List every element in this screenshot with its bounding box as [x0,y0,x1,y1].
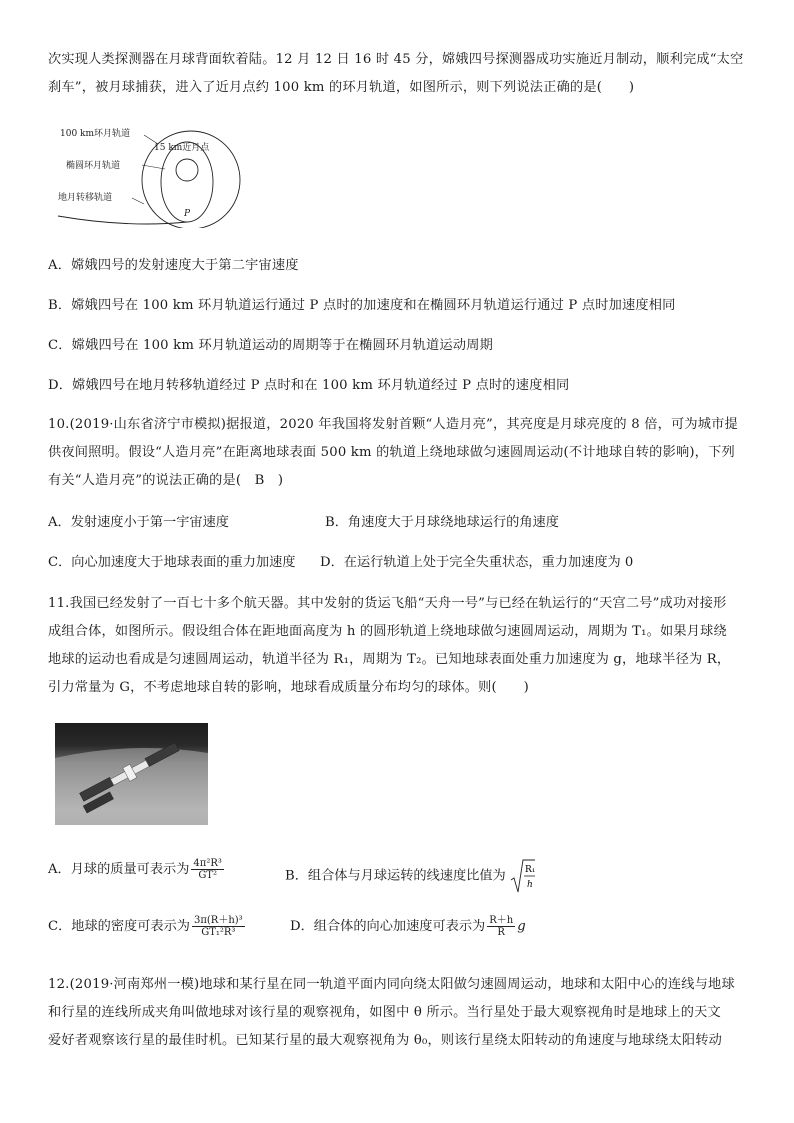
q11-option-a-text: A．月球的质量可表示为 [48,862,190,877]
q11-option-a-fraction [191,858,223,881]
q10-line-1: 10.(2019·山东省济宁市模拟)据报道，2020 年我国将发射首颗“人造月亮”，其亮度是月球亮度的 8 倍，可为城市提 [48,417,738,432]
q12-line-3: 爱好者观察该行星的最佳时机。已知某行星的最大观察视角为 θ₀，则该行星绕太阳转动的角速度与地球绕太阳转动 [48,1033,723,1048]
q9-option-c: C．嫦娥四号在 100 km 环月轨道运动的周期等于在椭圆环月轨道运动周期 [48,338,493,353]
q10-line-2: 供夜间照明。假设“人造月亮”在距离地球表面 500 km 的轨道上绕地球做匀速圆周运动(不计地球自转的影响)，下列 [48,445,735,460]
q11-option-b-numerator: R₁ [524,865,536,875]
label-100km-orbit: 100 km环月轨道 [60,129,131,139]
q11-option-d-tail: g [517,919,526,934]
q11-option-d [290,915,526,938]
q11-option-b [285,858,536,894]
label-ellipse-orbit: 椭圆环月轨道 [66,161,121,171]
q11-option-a [48,858,226,881]
q11-option-b-denominator: h [526,880,533,890]
label-p: P [184,209,191,219]
q11-option-d-fraction [487,915,515,938]
q9-option-b: B．嫦娥四号在 100 km 环月轨道运行通过 P 点时的加速度和在椭圆环月轨道运行通过 P 点时加速度相同 [48,298,676,313]
intro-line-1: 次实现人类探测器在月球背面软着陆。12 月 12 日 16 时 45 分，嫦娥四号探测器成功实施近月制动，顺利完成“太空 [48,52,744,67]
q9-option-d: D．嫦娥四号在地月转移轨道经过 P 点时和在 100 km 环月轨道经过 P 点时的速度相同 [48,378,570,393]
label-15km-perilune: 15 km近月点 [154,143,210,153]
q11-option-c [48,915,247,938]
label-transfer-orbit: 地月转移轨道 [58,193,113,203]
q11-option-d-denominator: R [497,927,505,938]
q10-option-d: D．在运行轨道上处于完全失重状态，重力加速度为 0 [320,555,634,570]
q11-option-c-fraction [192,915,245,938]
q10-option-c: C．向心加速度大于地球表面的重力加速度 [48,555,296,570]
q11-option-a-denominator: GT² [198,870,217,881]
space-station-photo [55,723,208,825]
q11-option-a-numerator: 4π²R³ [193,858,222,869]
q11-option-d-text: D．组合体的向心加速度可表示为 [290,919,486,934]
q12-line-2: 和行星的连线所成夹角叫做地球对该行星的观察视角，如图中 θ 所示。当行星处于最大观察视角时是地球上的天文 [48,1005,721,1020]
intro-line-2: 刹车”，被月球捕获，进入了近月点约 100 km 的环月轨道，如图所示，则下列说法正确的是( ) [48,80,635,95]
q11-option-d-numerator: R＋h [489,915,514,926]
q10-option-a: A．发射速度小于第一宇宙速度 [48,515,229,530]
q11-line-1: 11.我国已经发射了一百七十多个航天器。其中发射的货运飞船“天舟一号”与已经在轨运行的“天宫二号”成功对接形 [48,596,727,611]
orbit-diagram [48,118,248,228]
q11-line-3: 地球的运动也看成是匀速圆周运动，轨道半径为 R₁，周期为 T₂。已知地球表面处重力加速度为 g，地球半径为 R， [48,652,731,667]
q11-option-c-numerator: 3π(R＋h)³ [193,915,243,926]
q11-option-c-text: C．地球的密度可表示为 [48,919,190,934]
q12-line-1: 12.(2019·河南郑州一模)地球和某行星在同一轨道平面内同向绕太阳做匀速圆周运动，地球和太阳中心的连线与地球 [48,977,735,992]
q9-option-a: A．嫦娥四号的发射速度大于第二宇宙速度 [48,258,299,273]
q11-line-4: 引力常量为 G，不考虑地球自转的影响，地球看成质量分布均匀的球体。则( ) [48,680,529,695]
q11-option-b-text: B．组合体与月球运转的线速度比值为 [285,868,506,884]
q10-line-3: 有关“人造月亮”的说法正确的是( B ) [48,473,284,488]
q11-option-b-sqrt [510,858,536,894]
q11-option-c-denominator: GT₁²R³ [201,927,236,938]
q11-line-2: 成组合体，如图所示。假设组合体在距地面高度为 h 的圆形轨道上绕地球做匀速圆周运动，周期为 T₁。如果月球绕 [48,624,727,639]
q10-option-b: B．角速度大于月球绕地球运行的角速度 [325,515,559,530]
moon [176,159,198,181]
